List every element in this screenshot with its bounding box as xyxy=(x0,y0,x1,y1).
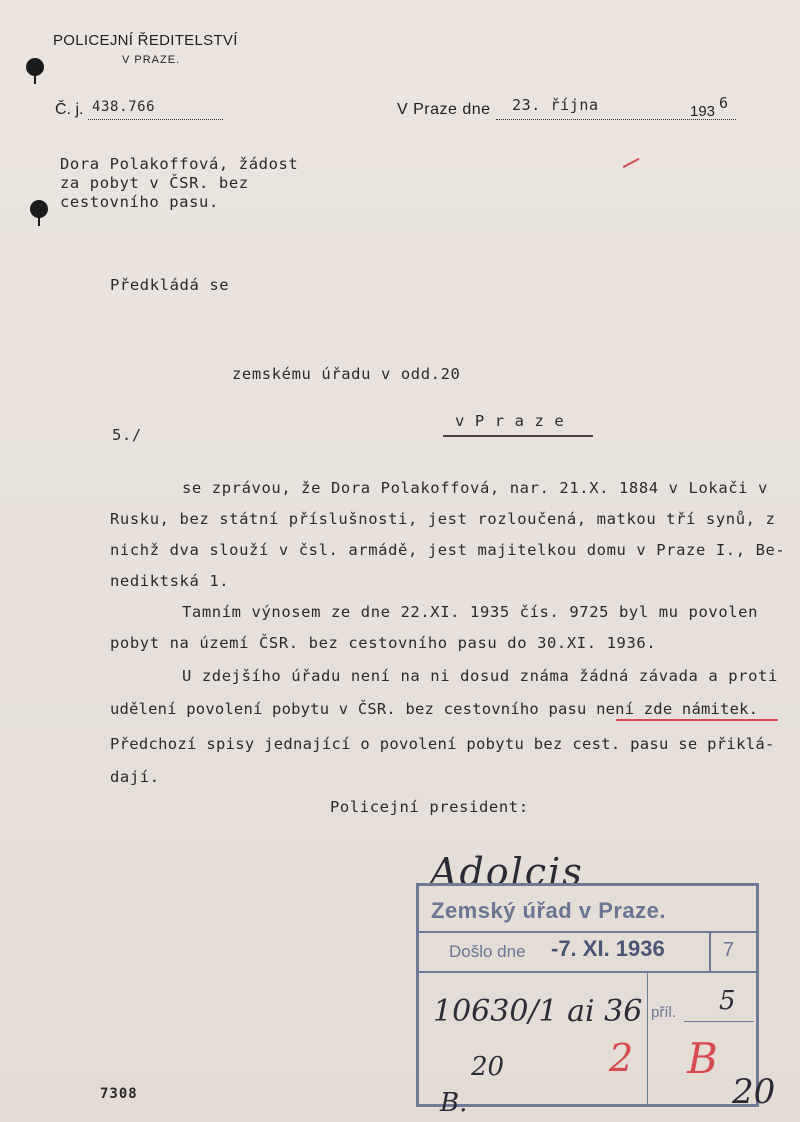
stamp-received-label: Došlo dne xyxy=(449,942,526,961)
signature: Adolcis xyxy=(430,850,584,894)
body-line-3: nichž dva slouží v čsl. armádě, jest majitelkou domu v Praze I., Be- xyxy=(110,541,786,559)
stamp-divider-1 xyxy=(419,931,756,933)
body-line-10: dají. xyxy=(110,768,160,786)
stamp-attachments-label: příl. xyxy=(651,1004,677,1021)
recipient-line: zemskému úřadu v odd.20 xyxy=(232,365,461,383)
stamp-box-border xyxy=(709,931,711,971)
stamp-attachments-value: 5 xyxy=(719,986,736,1016)
stamp-sub-number: 20 xyxy=(471,1052,505,1082)
recipient-city-underline xyxy=(443,435,593,437)
stamp-box-number: 7 xyxy=(723,939,735,961)
reference-underline xyxy=(88,119,223,120)
stamp-red-number: 2 xyxy=(609,1036,634,1080)
red-underline-namitek xyxy=(616,719,778,721)
stamp-title: Zemský úřad v Praze. xyxy=(431,898,667,923)
body-line-1: se zprávou, že Dora Polakoffová, nar. 21.X. 1884 v Lokači v xyxy=(182,479,768,497)
recipient-city: v P r a z e xyxy=(455,412,565,430)
stamp-last-box: B xyxy=(687,1034,718,1083)
stamp-divider-2 xyxy=(419,971,756,973)
body-line-9: Předchozí spisy jednající o povolení pobytu bez cest. pasu se přiklá- xyxy=(110,735,775,753)
body-line-7: U zdejšího úřadu není na ni dosud známa žádná závada a proti xyxy=(182,667,778,685)
serial-number: 7308 xyxy=(100,1086,138,1102)
date-value: 23. října xyxy=(512,96,599,114)
punch-hole-top xyxy=(26,58,44,76)
stamp-file-number: 10630/1 ai 36 xyxy=(433,994,643,1029)
subject-line-3: cestovního pasu. xyxy=(60,193,219,211)
item-number: 5./ xyxy=(112,426,142,444)
intro-text: Předkládá se xyxy=(110,276,230,294)
body-line-6: pobyt na území ČSR. bez cestovního pasu do 30.XI. 1936. xyxy=(110,634,657,652)
stamp-received-date: -7. XI. 1936 xyxy=(551,936,665,961)
year-printed: 193 xyxy=(690,103,716,120)
stamp-attachments-underline xyxy=(684,1021,754,1022)
handwritten-b: B. xyxy=(440,1088,468,1118)
body-line-8: udělení povolení pobytu v ČSR. bez cestovního pasu není zde námitek. xyxy=(110,700,759,718)
reference-label: Č. j. xyxy=(55,101,84,118)
red-check-mark xyxy=(623,158,640,168)
punch-hole-middle xyxy=(30,200,48,218)
body-line-2: Rusku, bez státní příslušnosti, jest rozloučená, matkou tří synů, z xyxy=(110,510,776,528)
subject-line-1: Dora Polakoffová, žádost xyxy=(60,155,299,173)
office-name: POLICEJNÍ ŘEDITELSTVÍ xyxy=(53,32,238,49)
body-line-5: Tamním výnosem ze dne 22.XI. 1935 čís. 9725 byl mu povolen xyxy=(182,603,759,621)
year-digit: 6 xyxy=(719,94,729,112)
received-stamp xyxy=(416,883,759,1107)
stamp-vertical-divider xyxy=(647,973,648,1104)
reference-number: 438.766 xyxy=(92,99,156,115)
signoff: Policejní president: xyxy=(330,798,529,816)
date-label: V Praze dne xyxy=(397,101,491,118)
body-line-4: nediktská 1. xyxy=(110,572,230,590)
subject-line-2: za pobyt v ČSR. bez xyxy=(60,174,249,192)
handwritten-20: 20 xyxy=(732,1072,776,1112)
office-city: V PRAZE. xyxy=(122,54,181,66)
